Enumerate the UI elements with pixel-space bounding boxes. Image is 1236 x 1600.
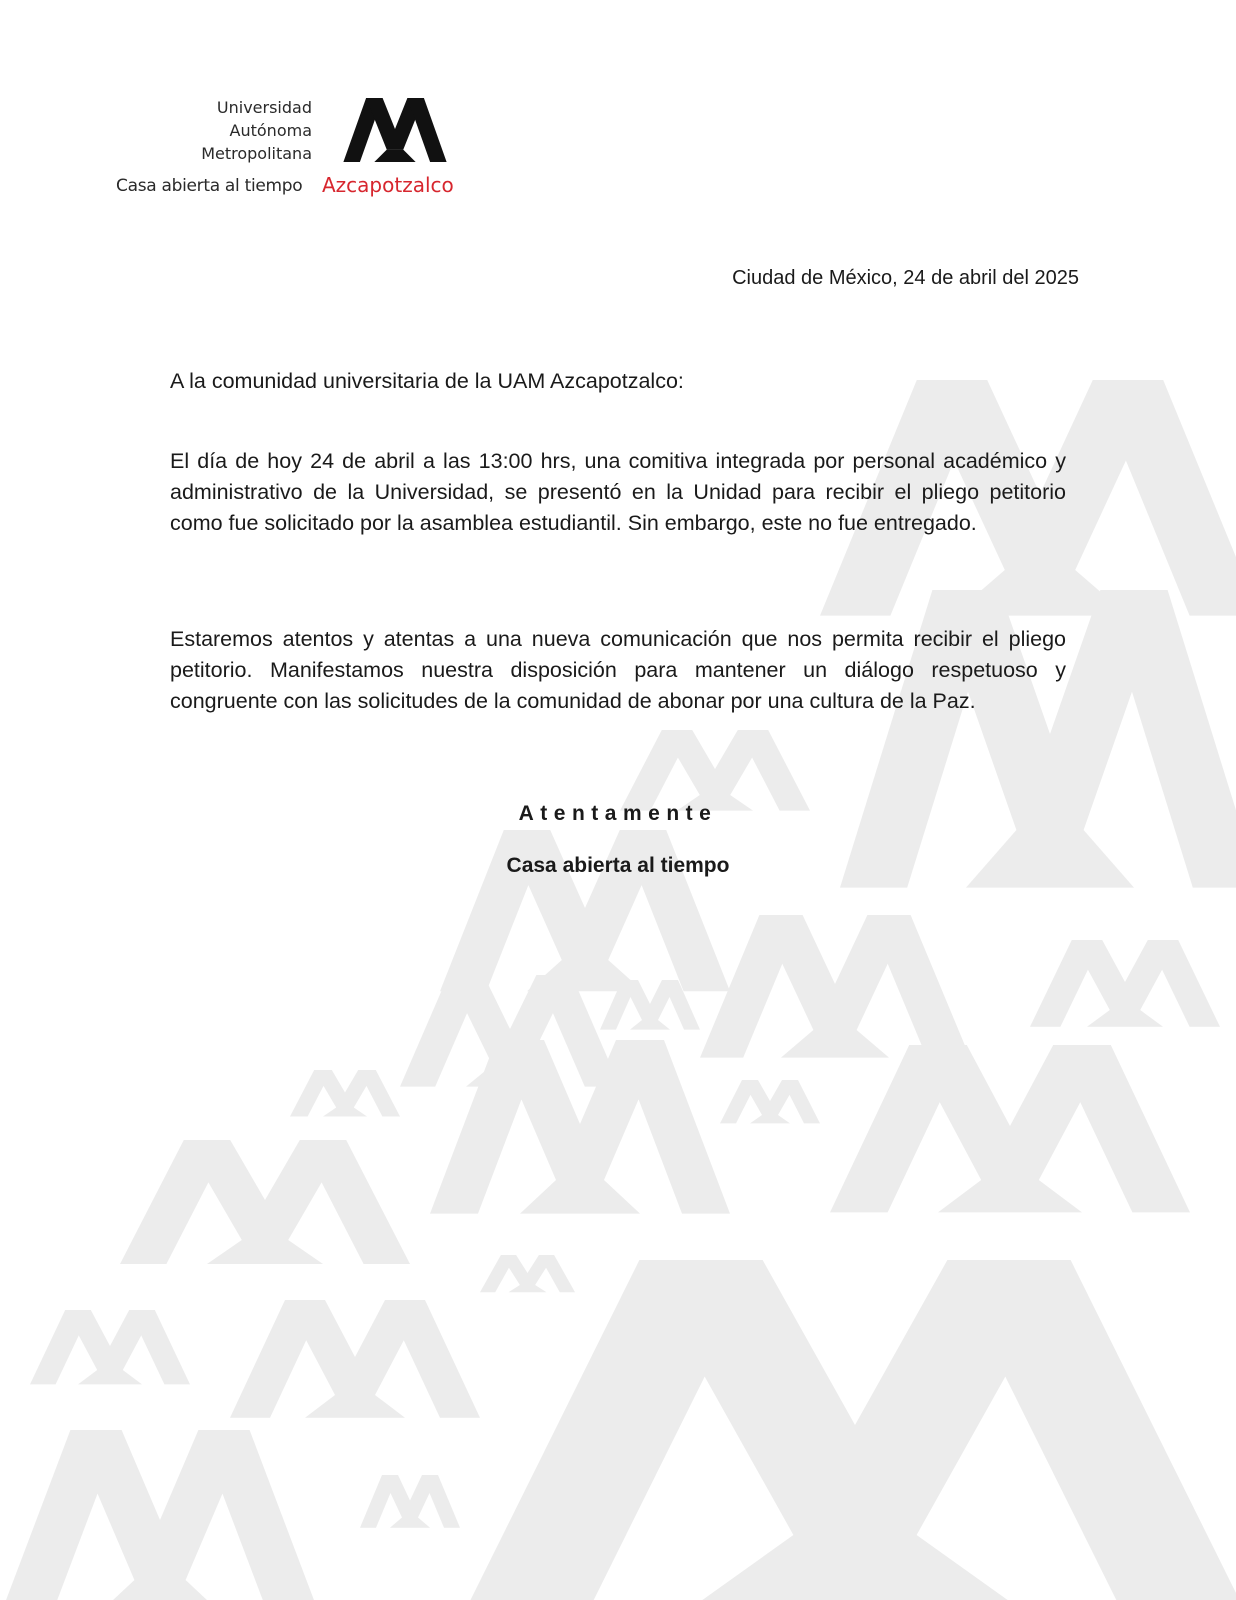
logo-text-line: Universidad [216,98,312,117]
watermark-mark [480,1255,575,1292]
university-logo [100,96,480,206]
uam-logo-icon [322,98,468,162]
letter-closing-motto: Casa abierta al tiempo [506,854,730,877]
letter-closing: Atentamente [518,802,718,825]
watermark-mark [1030,940,1220,1027]
letter-paragraph: Estaremos atentos y atentas a una nueva comunicación que nos permita recibir el pliego petitorio. Manifestamos nuestra disposición para mantener un diálogo respetuoso y congruente con las solicitudes de la comunidad de abonar por una cultura de la Paz. [170,627,1066,713]
watermark-mark [120,1140,410,1264]
watermark-mark [700,915,970,1058]
watermark-mark [360,1475,460,1528]
letter-salutation: A la comunidad universitaria de la UAM Azcapotzalco: [170,369,684,393]
watermark-mark [230,1300,480,1418]
watermark-mark [470,1260,1236,1600]
letter-paragraph: El día de hoy 24 de abril a las 13:00 hrs, una comitiva integrada por personal académico y administrativo de la Universidad, se presentó en la Unidad para recibir el pliego petitorio como fue solicitado por la asamblea estudiantil. Sin embargo, este no fue entregado. [170,449,1066,535]
watermark-mark [290,1070,400,1117]
watermark-mark [830,1045,1190,1212]
logo-campus: Azcapotzalco [322,173,454,197]
letter-date: Ciudad de México, 24 de abril del 2025 [732,267,1079,289]
watermark-mark [620,730,810,811]
logo-text-line: Metropolitana [201,144,312,163]
watermark-mark [720,1080,820,1123]
watermark-mark [30,1310,190,1384]
logo-motto: Casa abierta al tiempo [116,176,303,196]
watermark-mark [0,1430,320,1600]
logo-text-line: Autónoma [229,121,312,140]
